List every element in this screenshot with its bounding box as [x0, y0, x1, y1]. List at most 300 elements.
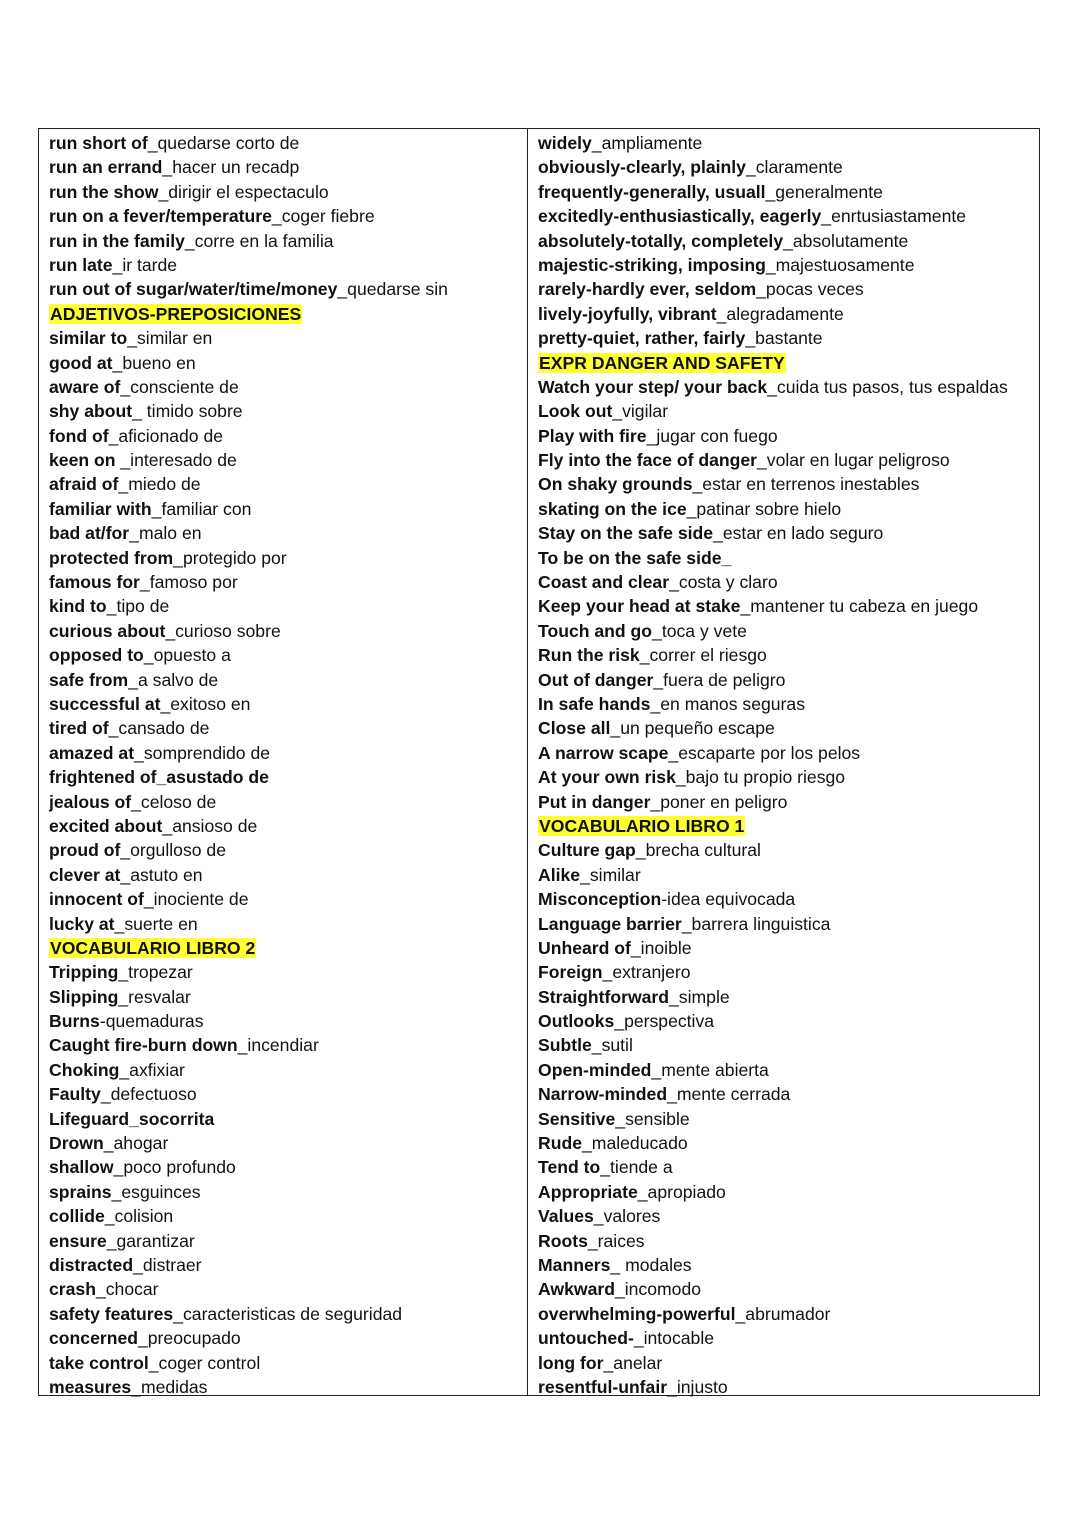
right-column [528, 129, 1039, 1395]
vocab-term: clever at [49, 864, 121, 885]
vocab-term: Out of danger [538, 669, 654, 690]
vocab-term: Slipping [49, 986, 119, 1007]
vocab-term: resentful-unfair [538, 1376, 668, 1397]
vocab-term: Open-minded [538, 1059, 652, 1080]
vocab-term: Language barrier [538, 913, 682, 934]
vocab-entry [538, 1204, 1039, 1228]
vocab-term: excited about [49, 815, 163, 836]
vocab-meaning: _vigilar [612, 401, 669, 422]
vocab-entry [538, 863, 1039, 887]
vocab-entry [538, 790, 1039, 814]
vocab-entry [538, 1302, 1039, 1326]
vocab-entry [538, 253, 1039, 277]
vocab-meaning: _toca y vete [652, 620, 747, 641]
vocab-entry [49, 399, 527, 423]
vocab-meaning: _interesado de [115, 450, 237, 471]
vocab-term: frightened of_asustado de [49, 767, 269, 788]
vocab-meaning: _mente cerrada [667, 1084, 791, 1105]
vocab-meaning: _celoso de [131, 791, 217, 812]
vocab-term: sprains [49, 1181, 112, 1202]
vocab-term: keen on [49, 450, 116, 471]
vocab-entry [538, 472, 1039, 496]
vocab-term: Values [538, 1206, 594, 1227]
vocab-term: distracted [49, 1254, 134, 1275]
vocab-meaning: _fuera de peligro [653, 669, 786, 690]
vocab-entry [49, 229, 527, 253]
vocab-term: crash [49, 1279, 96, 1300]
vocab-entry [49, 741, 527, 765]
vocab-entry [49, 716, 527, 740]
vocab-meaning: _extranjero [602, 962, 691, 983]
vocab-entry [538, 521, 1039, 545]
vocab-meaning: _generalmente [765, 181, 883, 202]
vocab-meaning: _injusto [667, 1376, 728, 1397]
vocab-meaning: _coger control [148, 1352, 261, 1373]
vocab-meaning: _claramente [745, 157, 843, 178]
vocab-entry [49, 863, 527, 887]
vocab-meaning: _similar en [127, 328, 213, 349]
vocab-meaning: -idea equivocada [661, 889, 796, 910]
vocab-entry [538, 960, 1039, 984]
vocab-meaning: _resvalar [118, 986, 191, 1007]
vocab-term: Close all [538, 718, 611, 739]
vocab-meaning: _tipo de [106, 596, 170, 617]
vocab-term: Look out [538, 401, 613, 422]
vocab-meaning: _miedo de [118, 474, 201, 495]
vocab-entry [538, 180, 1039, 204]
vocab-meaning: _escaparte por los pelos [668, 742, 861, 763]
vocab-term: kind to [49, 596, 107, 617]
vocab-meaning: _somprendido de [134, 742, 271, 763]
vocab-meaning: _absolutamente [783, 230, 909, 251]
vocab-entry [49, 570, 527, 594]
vocab-meaning: _bajo tu propio riesgo [675, 767, 846, 788]
vocabulary-table [38, 128, 1040, 1396]
vocab-meaning: _anelar [603, 1352, 663, 1373]
vocab-entry [538, 302, 1039, 326]
vocab-meaning: _abrumador [735, 1303, 831, 1324]
vocab-meaning: _simple [669, 986, 730, 1007]
vocab-entry [538, 277, 1039, 301]
vocab-meaning: _patinar sobre hielo [686, 498, 842, 519]
vocab-meaning: _orgulloso de [120, 840, 226, 861]
vocab-entry [538, 838, 1039, 862]
vocab-meaning: _cuida tus pasos, tus espaldas [767, 376, 1008, 397]
vocab-term: measures [49, 1376, 132, 1397]
vocab-term: To be on the safe side_ [538, 547, 732, 568]
vocab-term: opposed to [49, 645, 144, 666]
vocab-term: Narrow-minded [538, 1084, 668, 1105]
vocab-meaning: _incomodo [614, 1279, 702, 1300]
vocab-entry [538, 716, 1039, 740]
vocab-meaning: _estar en terrenos inestables [692, 474, 920, 495]
vocab-term: lively-joyfully, vibrant [538, 303, 717, 324]
vocab-term: bad at/for [49, 523, 130, 544]
vocab-entry [49, 594, 527, 618]
vocab-entry [49, 180, 527, 204]
vocab-meaning: _mente abierta [651, 1059, 769, 1080]
vocab-meaning: _inociente de [143, 889, 249, 910]
vocab-meaning: _tiende a [600, 1157, 673, 1178]
vocab-term: concerned [49, 1328, 138, 1349]
vocab-term: absolutely-totally, completely [538, 230, 784, 251]
vocab-term: Choking [49, 1059, 120, 1080]
vocab-term: skating on the ice [538, 498, 687, 519]
vocab-term: Touch and go [538, 620, 653, 641]
vocab-entry [49, 668, 527, 692]
vocab-entry [49, 1351, 527, 1375]
vocab-entry [538, 1326, 1039, 1350]
vocab-entry [49, 1082, 527, 1106]
vocab-term: On shaky grounds [538, 474, 693, 495]
vocab-entry [538, 741, 1039, 765]
vocab-meaning: _malo en [129, 523, 202, 544]
vocab-term: Keep your head at stake [538, 596, 741, 617]
vocab-meaning: _perspectiva [614, 1011, 715, 1032]
vocab-term: run an errand [49, 157, 163, 178]
vocab-entry [538, 692, 1039, 716]
vocab-meaning: _ampliamente [591, 133, 703, 153]
vocab-meaning: _esguinces [111, 1181, 201, 1202]
vocab-term: shy about [49, 401, 133, 422]
vocab-meaning: _majestuosamente [765, 254, 915, 275]
vocab-entry [538, 1155, 1039, 1179]
vocab-meaning: _correr el riesgo [639, 645, 767, 666]
vocab-meaning: _cansado de [108, 718, 210, 739]
vocab-term: successful at [49, 693, 161, 714]
vocab-meaning: _ansioso de [162, 815, 258, 836]
vocab-entry [538, 229, 1039, 253]
vocab-meaning: _familiar con [151, 498, 252, 519]
vocab-term: Awkward [538, 1279, 615, 1300]
vocab-meaning: _medidas [131, 1376, 208, 1397]
vocab-meaning: _similar [580, 864, 641, 885]
vocab-entry [49, 1107, 527, 1131]
vocab-term: Fly into the face of danger [538, 450, 757, 471]
section-heading-text: ADJETIVOS-PREPOSICIONES [50, 303, 302, 324]
vocab-term: Rude [538, 1133, 583, 1154]
vocab-entry [49, 204, 527, 228]
vocab-entry [49, 912, 527, 936]
vocab-term: long for [538, 1352, 604, 1373]
vocab-term: Culture gap [538, 840, 636, 861]
vocab-meaning: _quedarse sin [337, 279, 448, 300]
vocab-term: Roots [538, 1230, 588, 1251]
vocab-meaning: _ modales [610, 1254, 692, 1275]
vocab-meaning: _coger fiebre [271, 206, 375, 227]
vocab-meaning: _chocar [95, 1279, 159, 1300]
vocab-entry [49, 765, 527, 789]
vocab-entry [49, 1326, 527, 1350]
vocab-term: aware of [49, 376, 121, 397]
vocab-meaning: _aficionado de [108, 425, 224, 446]
vocab-meaning: _costa y claro [669, 572, 778, 593]
vocab-entry [538, 131, 1039, 155]
vocab-term: rarely-hardly ever, seldom [538, 279, 757, 300]
vocab-term: Manners [538, 1254, 611, 1275]
vocab-meaning: -quemaduras [99, 1011, 204, 1032]
vocab-meaning: _maleducado [582, 1133, 688, 1154]
vocab-entry [538, 204, 1039, 228]
vocab-meaning: _garantizar [106, 1230, 195, 1251]
vocab-term: Subtle [538, 1035, 592, 1056]
vocab-entry [49, 155, 527, 179]
vocab-term: Tripping [49, 962, 119, 983]
vocab-term: curious about [49, 620, 166, 641]
vocab-term: widely [538, 133, 592, 153]
vocab-entry [538, 1351, 1039, 1375]
vocab-entry [49, 1033, 527, 1057]
vocab-meaning: _protegido por [173, 547, 287, 568]
vocab-entry [538, 570, 1039, 594]
vocab-meaning: _valores [593, 1206, 661, 1227]
vocab-term: Play with fire [538, 425, 647, 446]
vocab-term: frequently-generally, usuall [538, 181, 766, 202]
vocab-term: protected from [49, 547, 174, 568]
vocab-term: obviously-clearly, plainly [538, 157, 746, 178]
vocab-entry [49, 1277, 527, 1301]
vocab-meaning: _pocas veces [756, 279, 864, 300]
vocab-term: At your own risk [538, 767, 676, 788]
vocab-meaning: _quedarse corto de [147, 133, 300, 153]
vocab-term: amazed at [49, 742, 135, 763]
vocab-meaning: _enrtusiastamente [821, 206, 967, 227]
section-heading-text: EXPR DANGER AND SAFETY [539, 352, 785, 373]
vocab-term: tired of [49, 718, 109, 739]
vocab-entry [538, 1058, 1039, 1082]
vocab-meaning: _raices [587, 1230, 645, 1251]
vocab-term: majestic-striking, imposing [538, 254, 766, 275]
vocab-entry [538, 1009, 1039, 1033]
vocab-term: untouched- [538, 1328, 634, 1349]
vocab-term: Alike [538, 864, 581, 885]
vocab-entry [49, 1180, 527, 1204]
vocab-meaning: _colision [104, 1206, 174, 1227]
vocab-entry [538, 155, 1039, 179]
vocab-entry [49, 546, 527, 570]
vocab-term: Watch your step/ your back [538, 376, 768, 397]
vocab-term: familiar with [49, 498, 152, 519]
vocab-entry [538, 448, 1039, 472]
vocab-entry [538, 1131, 1039, 1155]
vocab-term: afraid of [49, 474, 119, 495]
vocab-term: ensure [49, 1230, 107, 1251]
section-heading [538, 351, 1039, 375]
vocab-entry [49, 497, 527, 521]
vocab-entry [49, 424, 527, 448]
vocab-entry [49, 448, 527, 472]
vocab-entry [538, 594, 1039, 618]
vocab-meaning: _defectuoso [100, 1084, 197, 1105]
vocab-meaning: _hacer un recadp [162, 157, 300, 178]
vocab-entry [538, 1033, 1039, 1057]
vocab-term: overwhelming-powerful [538, 1303, 736, 1324]
vocab-term: innocent of [49, 889, 144, 910]
vocab-term: jealous of [49, 791, 132, 812]
vocab-entry [49, 521, 527, 545]
vocab-meaning: _preocupado [137, 1328, 241, 1349]
vocab-term: Lifeguard_socorrita [49, 1108, 215, 1129]
section-heading [538, 814, 1039, 838]
vocab-entry [538, 668, 1039, 692]
vocab-meaning: _bueno en [112, 352, 196, 373]
vocab-meaning: _poco profundo [113, 1157, 236, 1178]
vocab-meaning: _curioso sobre [165, 620, 281, 641]
vocab-entry [49, 838, 527, 862]
vocab-entry [49, 790, 527, 814]
vocab-meaning: _incendiar [237, 1035, 319, 1056]
vocab-meaning: _axfixiar [119, 1059, 185, 1080]
vocab-entry [538, 424, 1039, 448]
vocab-term: Burns [49, 1011, 100, 1032]
vocab-meaning: _poner en peligro [650, 791, 788, 812]
vocab-meaning: _en manos seguras [650, 693, 805, 714]
vocab-term: Foreign [538, 962, 603, 983]
vocab-entry [538, 399, 1039, 423]
section-heading-text: VOCABULARIO LIBRO 2 [50, 937, 256, 958]
vocab-term: proud of [49, 840, 121, 861]
vocab-term: Drown [49, 1133, 104, 1154]
vocab-term: run out of sugar/water/time/money [49, 279, 338, 300]
vocab-entry [538, 985, 1039, 1009]
vocab-term: Run the risk [538, 645, 640, 666]
vocab-entry [538, 326, 1039, 350]
vocab-meaning: _consciente de [120, 376, 239, 397]
vocab-term: Faulty [49, 1084, 101, 1105]
vocab-meaning: _distraer [133, 1254, 202, 1275]
vocab-meaning: _ir tarde [112, 254, 178, 275]
vocab-entry [538, 1180, 1039, 1204]
vocab-meaning: _famoso por [139, 572, 238, 593]
section-heading [49, 302, 527, 326]
vocab-meaning: _alegradamente [716, 303, 844, 324]
vocab-entry [49, 1204, 527, 1228]
vocab-entry [49, 1253, 527, 1277]
vocab-meaning: _dirigir el espectaculo [158, 181, 329, 202]
vocab-entry [49, 1155, 527, 1179]
vocab-entry [49, 960, 527, 984]
vocab-term: run late [49, 254, 113, 275]
vocab-term: pretty-quiet, rather, fairly [538, 328, 746, 349]
vocab-entry [49, 692, 527, 716]
vocab-term: Unheard of [538, 937, 631, 958]
vocab-entry [49, 472, 527, 496]
vocab-entry [49, 375, 527, 399]
section-heading [49, 936, 527, 960]
vocab-term: famous for [49, 572, 140, 593]
vocab-meaning: _ timido sobre [132, 401, 243, 422]
vocab-entry [538, 619, 1039, 643]
vocab-term: excitedly-enthusiastically, eagerly [538, 206, 822, 227]
vocab-term: run the show [49, 181, 159, 202]
vocab-entry [49, 1375, 527, 1399]
vocab-meaning: _un pequeño escape [610, 718, 775, 739]
vocab-term: Caught fire-burn down [49, 1035, 238, 1056]
vocab-entry [538, 1107, 1039, 1131]
vocab-term: safety features [49, 1303, 174, 1324]
vocab-meaning: _intocable [633, 1328, 715, 1349]
vocab-meaning: _corre en la familia [184, 230, 334, 251]
vocab-term: Straightforward [538, 986, 670, 1007]
vocab-entry [538, 1375, 1039, 1399]
vocab-term: run in the family [49, 230, 185, 251]
vocab-term: take control [49, 1352, 149, 1373]
vocab-term: Coast and clear [538, 572, 670, 593]
vocab-meaning: _tropezar [118, 962, 193, 983]
vocab-entry [49, 253, 527, 277]
vocab-entry [49, 985, 527, 1009]
vocab-entry [538, 643, 1039, 667]
vocab-entry [49, 1009, 527, 1033]
vocab-entry [538, 1253, 1039, 1277]
vocab-term: run short of [49, 133, 148, 153]
vocab-entry [49, 1229, 527, 1253]
vocab-entry [49, 619, 527, 643]
vocab-meaning: _estar en lado seguro [713, 523, 884, 544]
vocab-meaning: _jugar con fuego [646, 425, 778, 446]
vocab-term: good at [49, 352, 113, 373]
vocab-meaning: _mantener tu cabeza en juego [740, 596, 979, 617]
vocab-term: lucky at [49, 913, 115, 934]
vocab-term: Appropriate [538, 1181, 638, 1202]
vocab-term: Misconception [538, 889, 662, 910]
vocab-meaning: _suerte en [114, 913, 198, 934]
vocab-entry [49, 814, 527, 838]
vocab-meaning: _exitoso en [160, 693, 251, 714]
vocab-meaning: _opuesto a [143, 645, 231, 666]
vocab-term: Put in danger [538, 791, 651, 812]
vocab-entry [538, 1277, 1039, 1301]
vocab-term: safe from [49, 669, 129, 690]
vocab-term: fond of [49, 425, 109, 446]
vocab-entry [49, 1058, 527, 1082]
vocab-term: Tend to [538, 1157, 601, 1178]
vocab-entry [49, 1131, 527, 1155]
vocab-entry [49, 643, 527, 667]
vocab-meaning: _brecha cultural [635, 840, 761, 861]
vocab-meaning: _apropiado [637, 1181, 726, 1202]
vocab-meaning: _volar en lugar peligroso [757, 450, 950, 471]
vocab-meaning: _sutil [591, 1035, 633, 1056]
vocab-entry [49, 351, 527, 375]
vocab-entry [538, 497, 1039, 521]
vocab-entry [538, 375, 1039, 399]
left-column [39, 129, 528, 1395]
vocab-meaning: _inoible [630, 937, 692, 958]
vocab-meaning: _sensible [615, 1108, 690, 1129]
vocab-term: Sensitive [538, 1108, 616, 1129]
vocab-entry [538, 1082, 1039, 1106]
vocab-meaning: _caracteristicas de seguridad [173, 1303, 403, 1324]
vocab-term: similar to [49, 328, 128, 349]
vocab-meaning: _ahogar [103, 1133, 169, 1154]
vocab-term: Stay on the safe side [538, 523, 714, 544]
vocab-entry [49, 326, 527, 350]
vocab-meaning: _bastante [745, 328, 823, 349]
vocab-term: run on a fever/temperature [49, 206, 272, 227]
vocab-term: A narrow scape [538, 742, 669, 763]
vocab-meaning: _astuto en [120, 864, 203, 885]
vocab-entry [49, 1302, 527, 1326]
vocab-entry [49, 277, 527, 301]
vocab-term: Outlooks [538, 1011, 615, 1032]
section-heading-text: VOCABULARIO LIBRO 1 [539, 815, 745, 836]
vocab-entry [538, 912, 1039, 936]
vocab-entry [538, 546, 1039, 570]
vocab-entry [538, 936, 1039, 960]
vocab-entry [49, 887, 527, 911]
vocab-meaning: _barrera linguistica [681, 913, 831, 934]
